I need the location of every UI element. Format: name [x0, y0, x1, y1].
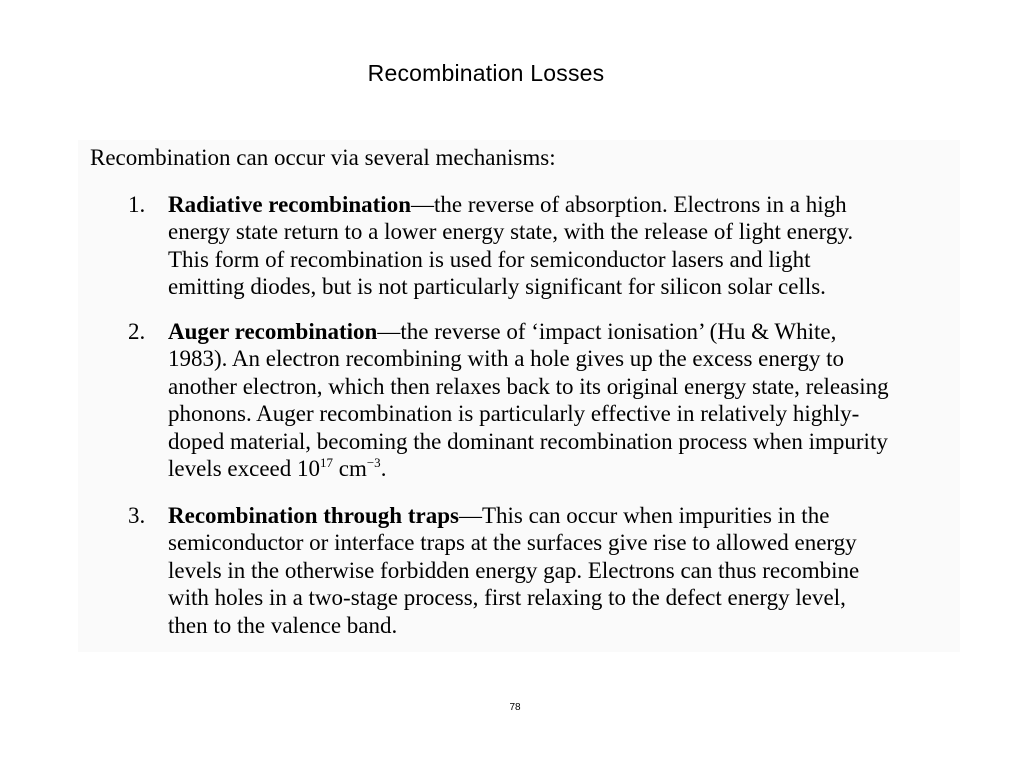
- item-line: with holes in a two-stage process, first relaxing to the defect energy level,: [168, 585, 846, 610]
- item-line: Recombination through traps—This can occur when impurities in the: [168, 503, 830, 528]
- intro-text: Recombination can occur via several mechanisms:: [90, 145, 556, 170]
- item-line: another electron, which then relaxes back to its original energy state, releasing: [168, 374, 889, 399]
- item-line: emitting diodes, but is not particularly significant for silicon solar cells.: [168, 274, 826, 299]
- item-term: Recombination through traps: [168, 503, 459, 528]
- page-number: 78: [509, 702, 521, 713]
- item-number: 1.: [128, 192, 146, 217]
- item-line: This form of recombination is used for semiconductor lasers and light: [168, 247, 811, 272]
- slide-title: Recombination Losses: [367, 60, 605, 86]
- item-line: Radiative recombination—the reverse of absorption. Electrons in a high: [168, 192, 847, 217]
- item-line: levels in the otherwise forbidden energy gap. Electrons can thus recombine: [168, 558, 860, 583]
- item-line: doped material, becoming the dominant recombination process when impurity: [168, 429, 888, 454]
- item-term: Auger recombination: [168, 319, 378, 344]
- item-line: then to the valence band.: [168, 613, 398, 638]
- item-line-with-exponent: levels exceed $10^{17}$ $cm^{-3}$.: [168, 455, 387, 481]
- item-number: 2.: [128, 319, 146, 344]
- item-line: semiconductor or interface traps at the surfaces give rise to allowed energy: [168, 530, 857, 555]
- item-line: 1983). An electron recombining with a hole gives up the excess energy to: [168, 346, 844, 371]
- item-line: Auger recombination—the reverse of ‘impact ionisation’ (Hu & White,: [168, 319, 837, 344]
- item-term: Radiative recombination: [168, 192, 411, 217]
- item-number: 3.: [128, 503, 146, 528]
- item-line: energy state return to a lower energy state, with the release of light energy.: [168, 219, 854, 244]
- item-line: phonons. Auger recombination is particularly effective in relatively highly-: [168, 401, 860, 426]
